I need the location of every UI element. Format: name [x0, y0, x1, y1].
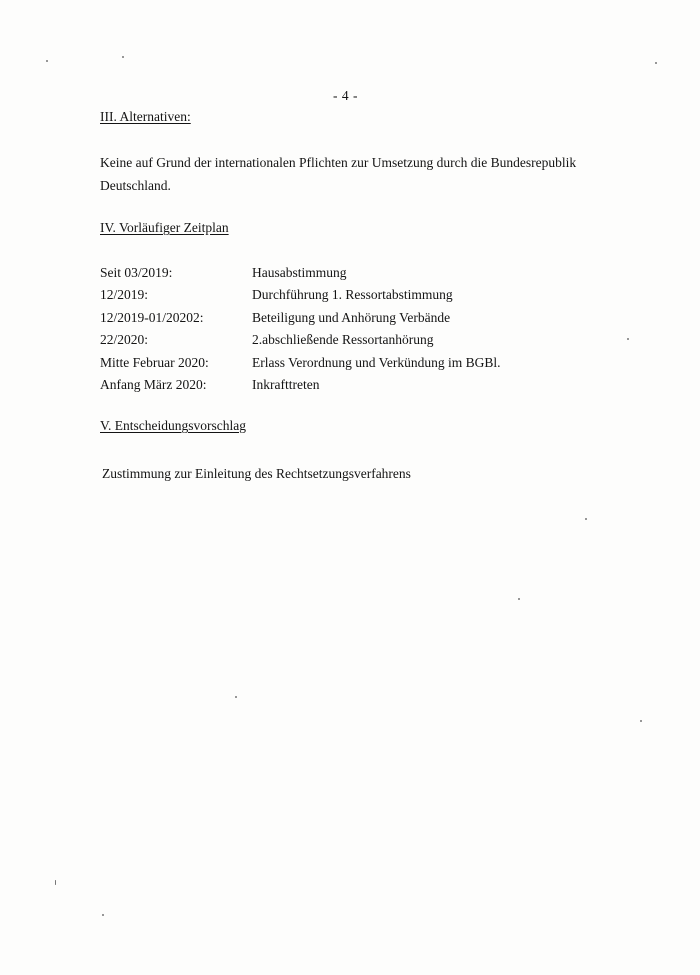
- scan-speck: [55, 880, 56, 885]
- heading-decision: V. Entscheidungsvorschlag: [100, 418, 246, 433]
- heading-schedule: IV. Vorläufiger Zeitplan: [100, 220, 229, 235]
- schedule-event: 2.abschließende Ressortanhörung: [252, 332, 434, 348]
- scan-speck: [585, 518, 587, 520]
- schedule-event: Hausabstimmung: [252, 265, 347, 280]
- schedule-event: Inkrafttreten: [252, 376, 320, 392]
- decision-text: Zustimmung zur Einleitung des Rechtsetzungsverfahrens: [102, 466, 411, 481]
- scan-speck: [122, 56, 124, 58]
- schedule-date: Mitte Februar 2020:: [100, 354, 209, 370]
- scan-speck: [627, 338, 629, 340]
- schedule-event: Erlass Verordnung und Verkündung im BGBl.: [252, 354, 501, 370]
- alternatives-text: Keine auf Grund der internationalen Pflichten zur Umsetzung durch die Bundesrepublik Deutschland.: [100, 155, 577, 193]
- schedule-row: [100, 284, 560, 306]
- scan-speck: [640, 720, 642, 722]
- heading-alternatives: III. Alternativen:: [100, 109, 191, 124]
- schedule-date: 22/2020:: [100, 332, 149, 348]
- scan-speck: [102, 914, 104, 916]
- schedule-row: [100, 374, 560, 396]
- scan-speck: [235, 696, 237, 698]
- schedule-date: Anfang März 2020:: [100, 376, 207, 392]
- schedule-row: [100, 329, 560, 351]
- schedule-row: [100, 352, 560, 374]
- schedule-date: Seit 03/2019:: [100, 265, 173, 280]
- scan-speck: [518, 598, 520, 600]
- schedule-date: 12/2019-01/20202:: [100, 309, 204, 325]
- schedule-date: 12/2019:: [100, 287, 149, 303]
- schedule-event: Durchführung 1. Ressortabstimmung: [252, 287, 453, 303]
- scan-speck: [46, 60, 48, 62]
- schedule-row: [100, 262, 560, 284]
- page-number: - 4 -: [333, 88, 358, 103]
- schedule-row: [100, 307, 560, 329]
- scan-speck: [655, 62, 657, 64]
- schedule-event: Beteiligung und Anhörung Verbände: [252, 309, 451, 325]
- schedule-table: [100, 262, 560, 396]
